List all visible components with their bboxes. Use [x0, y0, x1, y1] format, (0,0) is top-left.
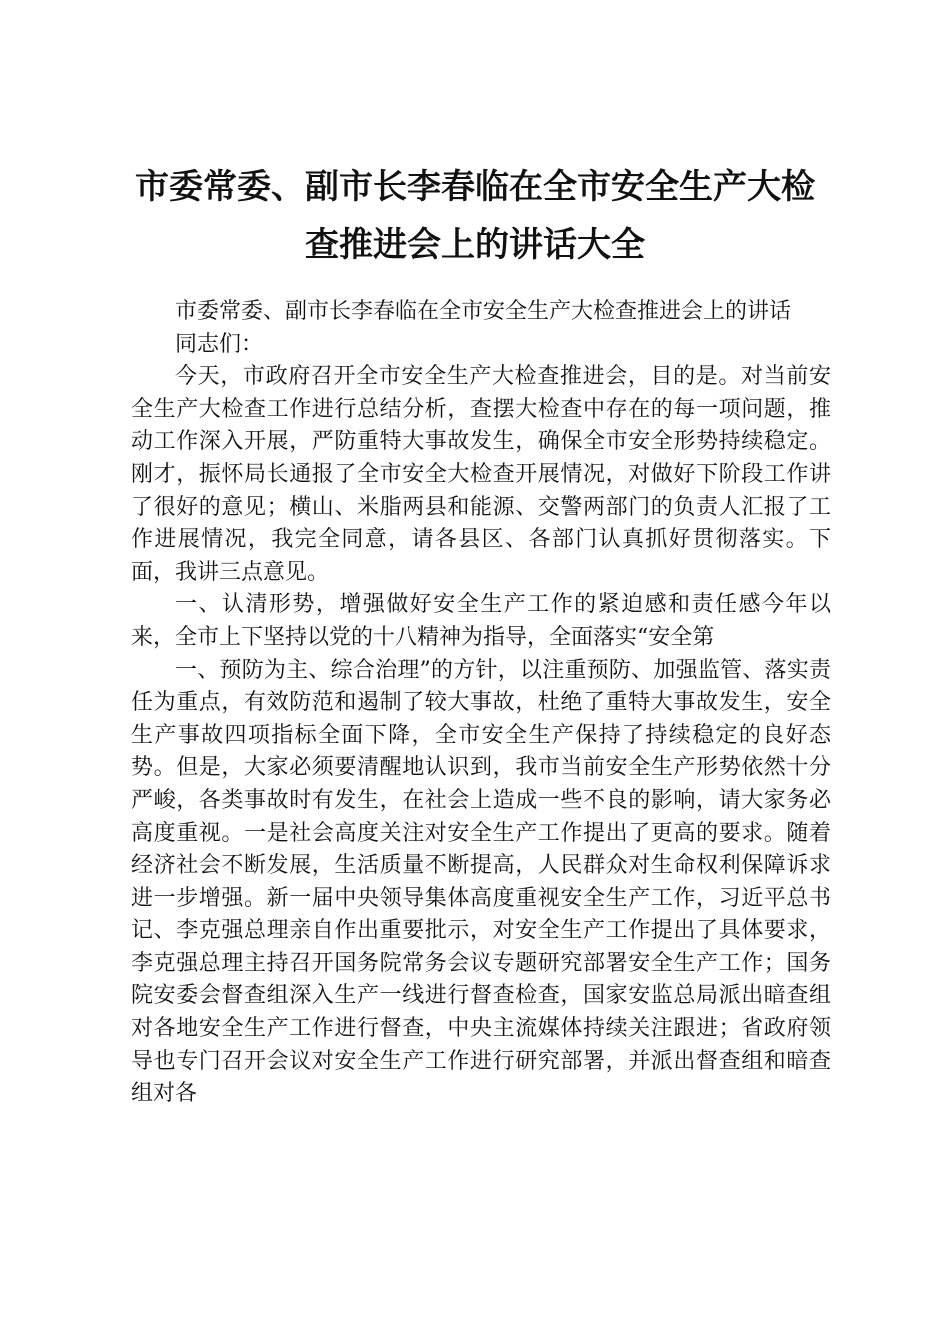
- paragraph-intro: 今天，市政府召开全市安全生产大检查推进会，目的是。对当前安全生产大检查工作进行总结分析，查摆大检查中存在的每一项问题，推动工作深入开展，严防重特大事故发生，确保全市安全形势持续稳定。刚才，振怀局长通报了全市安全大检查开展情况，对做好下阶段工作讲了很好的意见；横山、米脂两县和能源、交警两部门的负责人汇报了工作进展情况，我完全同意，请各县区、各部门认真抓好贯彻落实。下面，我讲三点意见。: [131, 364, 831, 585]
- document-body: [131, 296, 831, 1111]
- speech-subtitle: 市委常委、副市长李春临在全市安全生产大检查推进会上的讲话: [175, 299, 792, 324]
- document-title-line-1: 市委常委、副市长李春临在全市安全生产大检: [135, 167, 815, 207]
- paragraph-section-one-body: 一、预防为主、综合治理”的方针，以注重预防、加强监管、落实责任为重点，有效防范和遏制了较大事故，杜绝了重特大事故发生，安全生产事故四项指标全面下降，全市安全生产保持了持续稳定的良好态势。但是，大家必须要清醒地认识到，我市当前安全生产形势依然十分严峻，各类事故时有发生，在社会上造成一些不良的影响，请大家务必高度重视。一是社会高度关注对安全生产工作提出了更高的要求。随着经济社会不断发展，生活质量不断提高，人民群众对生命权利保障诉求进一步增强。新一届中央领导集体高度重视安全生产工作，习近平总书记、李克强总理亲自作出重要批示，对安全生产工作提出了具体要求，李克强总理主持召开国务院常务会议专题研究部署安全生产工作；国务院安委会督查组深入生产一线进行督查检查，国家安监总局派出暗查组对各地安全生产工作进行督查，中央主流媒体持续关注跟进；省政府领导也专门召开会议对安全生产工作进行研究部署，并派出督查组和暗查组对各: [131, 657, 831, 1107]
- paragraph-section-one-heading: 一、认清形势，增强做好安全生产工作的紧迫感和责任感今年以来，全市上下坚持以党的十八精神为指导，全面落实“安全第: [131, 592, 831, 650]
- document-title-line-2: 查推进会上的讲话大全: [305, 225, 645, 265]
- salutation: 同志们：: [175, 331, 264, 357]
